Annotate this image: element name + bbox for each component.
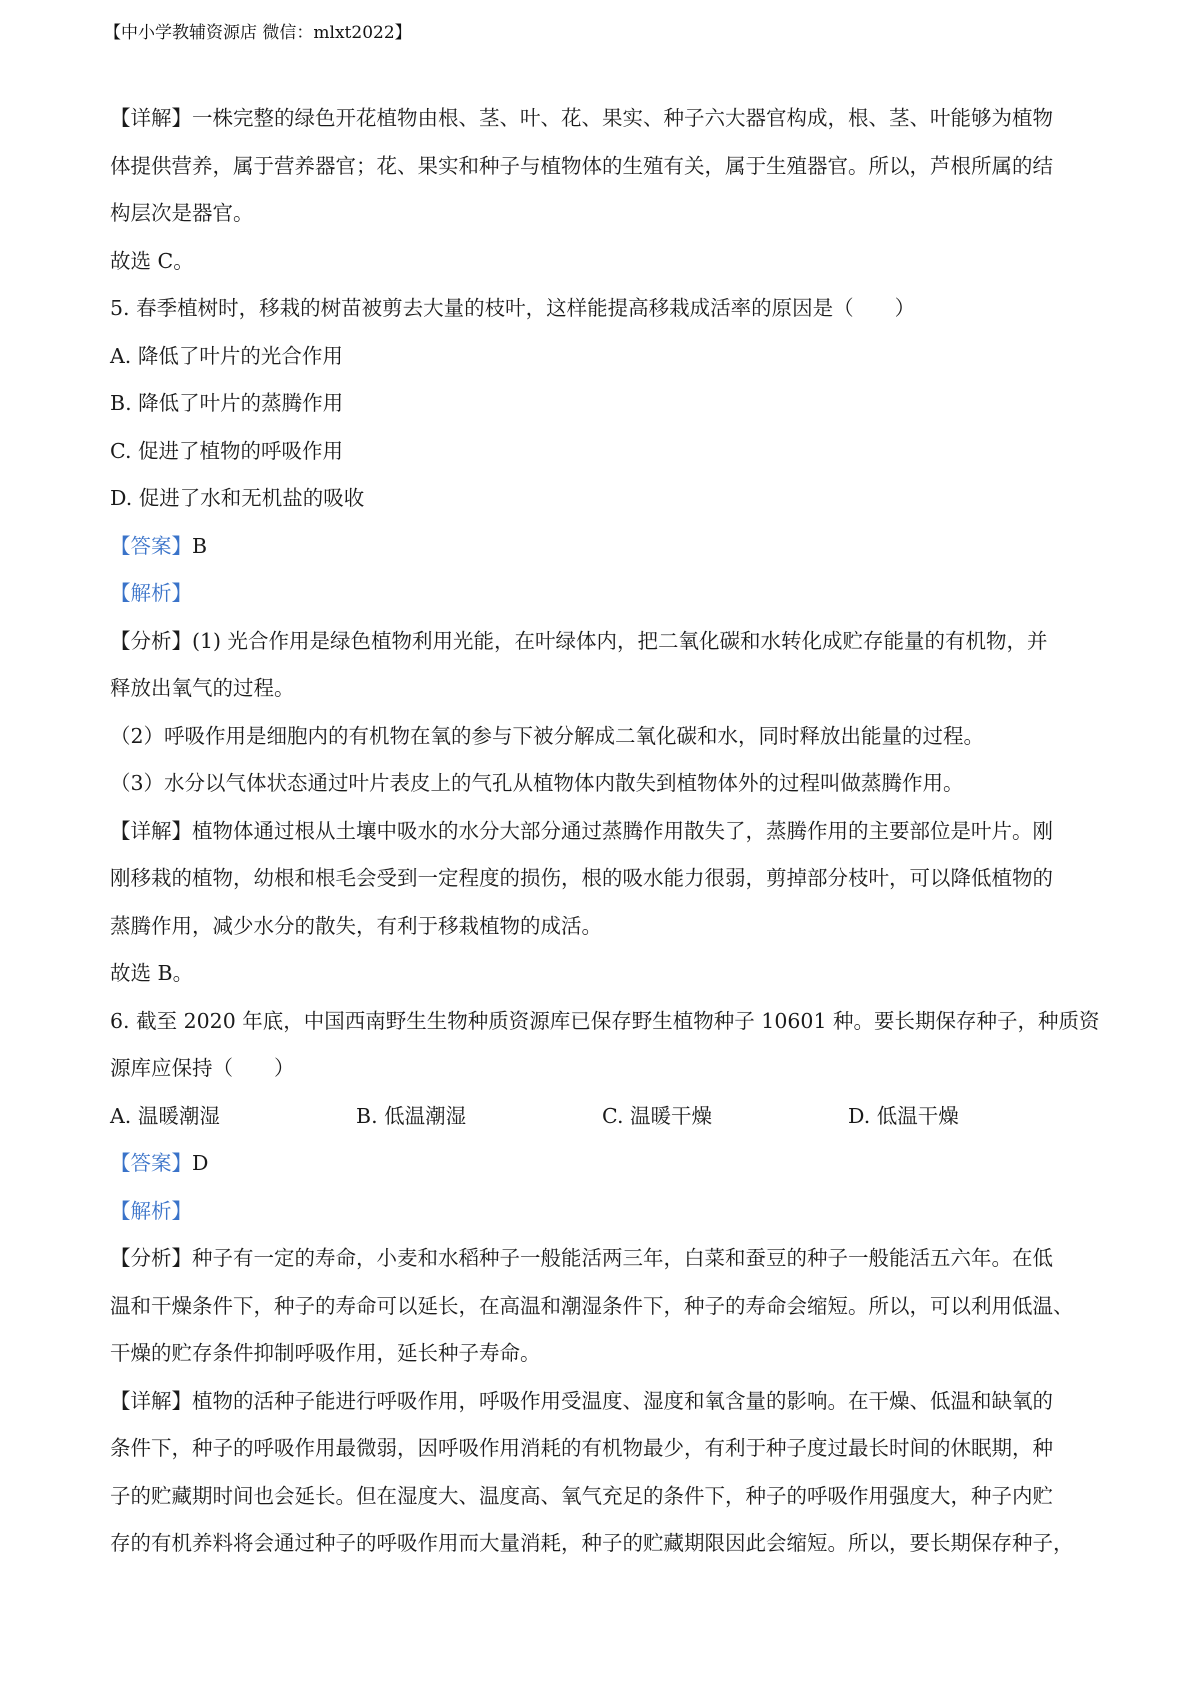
q5-answer — [110, 523, 1100, 571]
q5-analysis-line: （3）水分以气体状态通过叶片表皮上的气孔从植物体内散失到植物体外的过程叫做蒸腾作用。 — [110, 771, 964, 795]
q6-option-d: D. 低温干燥 — [848, 1103, 959, 1128]
q5-analysis-line: 【分析】(1) 光合作用是绿色植物利用光能，在叶绿体内，把二氧化碳和水转化成贮存能量的有机物，并 — [110, 628, 1048, 653]
q6-question-line: 源库应保持（ ） — [110, 1056, 295, 1080]
q5-conclusion: 故选 B。 — [110, 961, 194, 985]
q5-option-c: C. 促进了植物的呼吸作用 — [110, 438, 343, 463]
q5-detail-line: 刚移栽的植物，幼根和根毛会受到一定程度的损伤，根的吸水能力很弱，剪掉部分枝叶，可以降低植物的 — [110, 866, 1053, 890]
q5-analysis-line: 释放出氧气的过程。 — [110, 676, 295, 700]
q6-analysis-line: 干燥的贮存条件抑制呼吸作用，延长种子寿命。 — [110, 1341, 541, 1365]
q4-detail-line: 构层次是器官。 — [110, 201, 254, 225]
q6-options — [110, 1093, 1100, 1141]
page-header: 【中小学教辅资源店 微信：mlxt2022】 — [104, 23, 412, 43]
q5-question: 5. 春季植树时，移栽的树苗被剪去大量的枝叶，这样能提高移栽成活率的原因是（ ） — [110, 296, 916, 320]
document-body — [110, 95, 1100, 1568]
q6-detail-line: 子的贮藏期时间也会延长。但在湿度大、温度高、氧气充足的条件下，种子的呼吸作用强度大，种子内贮 — [110, 1483, 1053, 1508]
q5-detail-line: 【详解】植物体通过根从土壤中吸水的水分大部分通过蒸腾作用散失了，蒸腾作用的主要部位是叶片。刚 — [110, 818, 1053, 843]
q5-analysis-line: （2）呼吸作用是细胞内的有机物在氧的参与下被分解成二氧化碳和水，同时释放出能量的过程。 — [110, 723, 985, 748]
q4-detail-line: 【详解】一株完整的绿色开花植物由根、茎、叶、花、果实、种子六大器官构成，根、茎、叶能够为植物 — [110, 106, 1053, 130]
q6-option-b: B. 低温潮湿 — [356, 1103, 467, 1128]
answer-label: 【答案】 — [110, 533, 192, 558]
answer-label: 【答案】 — [110, 1151, 192, 1175]
q6-option-c: C. 温暖干燥 — [602, 1103, 712, 1128]
q5-analysis-label: 【解析】 — [110, 581, 192, 605]
q6-analysis-line: 【分析】种子有一定的寿命，小麦和水稻种子一般能活两三年，白菜和蚕豆的种子一般能活五六年。在低 — [110, 1246, 1053, 1270]
q6-option-a: A. 温暖潮湿 — [110, 1103, 220, 1128]
q6-analysis-line: 温和干燥条件下，种子的寿命可以延长，在高温和潮湿条件下，种子的寿命会缩短。所以，可以利用低温、 — [110, 1293, 1074, 1318]
q6-detail-line: 条件下，种子的呼吸作用最微弱，因呼吸作用消耗的有机物最少，有利于种子度过最长时间的休眠期，种 — [110, 1436, 1053, 1460]
q5-option-d: D. 促进了水和无机盐的吸收 — [110, 486, 365, 510]
q4-conclusion: 故选 C。 — [110, 248, 194, 273]
q4-detail-line: 体提供营养，属于营养器官；花、果实和种子与植物体的生殖有关，属于生殖器官。所以，芦根所属的结 — [110, 153, 1053, 178]
q6-detail-line: 【详解】植物的活种子能进行呼吸作用，呼吸作用受温度、湿度和氧含量的影响。在干燥、低温和缺氧的 — [110, 1388, 1053, 1413]
q5-option-b: B. 降低了叶片的蒸腾作用 — [110, 391, 344, 415]
q5-detail-line: 蒸腾作用，减少水分的散失，有利于移栽植物的成活。 — [110, 913, 602, 938]
q6-detail-line: 存的有机养料将会通过种子的呼吸作用而大量消耗，种子的贮藏期限因此会缩短。所以，要长期保存种子， — [110, 1531, 1074, 1555]
q6-answer — [110, 1140, 1100, 1188]
q6-analysis-label: 【解析】 — [110, 1198, 192, 1223]
answer-value: D — [192, 1151, 209, 1175]
answer-value: B — [192, 533, 208, 558]
q6-question-line: 6. 截至 2020 年底，中国西南野生生物种质资源库已保存野生植物种子 10601 种。要长期保存种子，种质资 — [110, 1008, 1100, 1033]
q5-option-a: A. 降低了叶片的光合作用 — [110, 343, 343, 368]
